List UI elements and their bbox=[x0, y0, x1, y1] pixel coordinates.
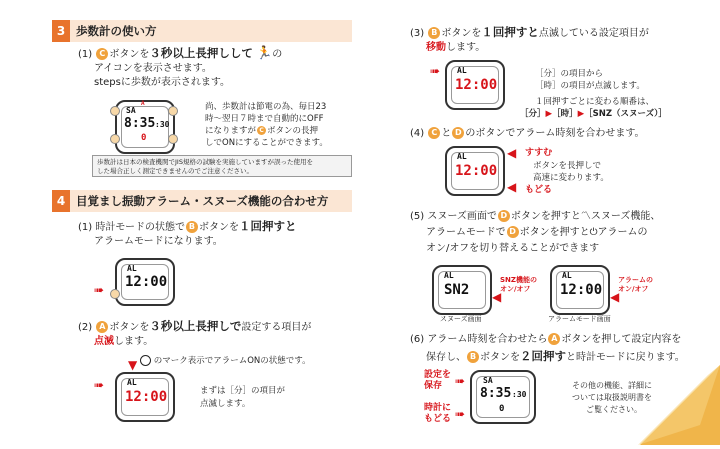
step-text: アラーム時刻を合わせたら bbox=[427, 334, 548, 345]
snooze-icon: 〽 bbox=[580, 211, 591, 222]
return-label bbox=[424, 403, 451, 425]
order-item: ［時］ bbox=[552, 109, 578, 119]
step-3r bbox=[410, 25, 649, 41]
back-label: もどる bbox=[525, 185, 553, 195]
watch-display-hour bbox=[445, 60, 505, 110]
arrow-right-icon: ➠ bbox=[94, 378, 105, 392]
button-a-icon: A bbox=[96, 321, 108, 333]
step-5r-line3: オン/オフを切り替えることができます bbox=[426, 243, 600, 254]
lcd-top: AL bbox=[457, 66, 467, 75]
step-emphasis: ２回押す bbox=[520, 349, 566, 363]
alarm-on-icon bbox=[140, 355, 151, 366]
alarm-on-note bbox=[140, 355, 311, 367]
watch-button bbox=[168, 134, 178, 144]
step-text: します。 bbox=[114, 336, 154, 347]
step-text: のボタンでアラーム時刻を合わせます。 bbox=[465, 128, 645, 139]
step-number: (5) bbox=[410, 211, 425, 222]
watch-display-snooze bbox=[432, 265, 492, 315]
arrow-down-icon: ▼ bbox=[128, 358, 138, 372]
order-item: ［分］ bbox=[520, 109, 546, 119]
step-number: (2) bbox=[78, 322, 93, 333]
move-note-1: ［分］の項目から bbox=[535, 69, 604, 79]
alarm-note-2: 点滅します。 bbox=[200, 399, 251, 409]
step-text: と時計モードに戻ります。 bbox=[566, 352, 685, 363]
lcd-indicator: A bbox=[141, 100, 145, 107]
watch-button bbox=[110, 134, 120, 144]
step-number: (1) bbox=[78, 49, 93, 60]
step-text: ボタンを bbox=[480, 352, 520, 363]
lcd-time: 12:00 bbox=[125, 274, 168, 290]
watch-button bbox=[110, 106, 120, 116]
caution-box bbox=[92, 155, 352, 177]
watch-display-alarm bbox=[115, 258, 175, 306]
step-5r bbox=[410, 210, 660, 224]
hold-note-1: ボタンを長押しで bbox=[533, 161, 602, 171]
step-text: ボタンを押すと bbox=[510, 211, 581, 222]
forward-label: すすむ bbox=[525, 148, 553, 158]
step-emphasis: １回押すと bbox=[481, 25, 539, 39]
label-line: 時計に bbox=[424, 403, 452, 413]
button-d-icon: D bbox=[452, 127, 464, 139]
arrow-right-icon: ➠ bbox=[455, 407, 466, 421]
arrow-right-icon: ➠ bbox=[94, 283, 105, 297]
emphasis-red: 点滅 bbox=[94, 336, 114, 347]
arrow-left-icon: ◀ bbox=[507, 180, 517, 194]
steps-note-2: 時〜翌日７時まで自動的にOFF bbox=[205, 114, 324, 124]
button-c-icon: C bbox=[428, 127, 440, 139]
lcd-time: 12:00 bbox=[455, 163, 498, 179]
step-text: スヌーズ画面で bbox=[427, 211, 497, 222]
watch-display-alarm-mode bbox=[550, 265, 610, 315]
watch-display-alarm-set bbox=[115, 372, 175, 422]
watch-button bbox=[110, 289, 120, 299]
label-line: オン/オフ bbox=[618, 285, 649, 293]
label-line: 設定を bbox=[424, 370, 452, 380]
button-d-icon: D bbox=[507, 226, 519, 238]
section-4-number: 4 bbox=[52, 190, 70, 212]
label-line: SNZ機能の bbox=[500, 276, 537, 284]
step-text: します。 bbox=[446, 42, 486, 53]
step-6r-line2 bbox=[426, 349, 685, 365]
steps-note-4: しでONにすることができます。 bbox=[205, 138, 328, 148]
move-note-2: ［時］の項目が点滅します。 bbox=[535, 81, 645, 91]
section-4-title: 目覚まし振動アラーム・スヌーズ機能の合わせ方 bbox=[76, 194, 329, 208]
step-6r bbox=[410, 333, 681, 347]
step-4r bbox=[410, 127, 645, 141]
section-3-header bbox=[52, 20, 352, 42]
step-text: 設定する項目が bbox=[241, 322, 312, 333]
steps-note-3 bbox=[205, 125, 318, 137]
step-text: ボタンを bbox=[109, 322, 150, 333]
step-5r-line2 bbox=[426, 226, 648, 240]
watch-display-steps bbox=[115, 100, 175, 154]
watch-display-adjust bbox=[445, 146, 505, 196]
step-number: (3) bbox=[410, 28, 425, 39]
button-d-icon: D bbox=[498, 210, 510, 222]
lcd-top: AL bbox=[444, 271, 454, 280]
steps-note-1: 尚、歩数計は節電の為、毎日23 bbox=[205, 102, 327, 112]
lcd-text: SN2 bbox=[444, 282, 470, 298]
section-3-number: 3 bbox=[52, 20, 70, 42]
step-emphasis: １回押すと bbox=[238, 219, 297, 233]
watch-button bbox=[168, 106, 178, 116]
order-item: ［SNZ（スヌーズ）］ bbox=[584, 109, 667, 119]
label-line: もどる bbox=[424, 414, 452, 424]
lcd-steps: 0 bbox=[141, 133, 147, 143]
alarm-toggle-label bbox=[618, 276, 653, 294]
note-text: になりますが bbox=[205, 126, 257, 136]
step-3r-line2 bbox=[426, 41, 485, 55]
lcd-top: SA bbox=[126, 106, 136, 115]
step-text: 時計モードの状態で bbox=[95, 222, 185, 233]
arrow-right-icon: ➠ bbox=[430, 64, 441, 78]
step-3-1 bbox=[78, 46, 282, 62]
step-4-2 bbox=[78, 319, 311, 335]
arrow-right-icon: ➠ bbox=[455, 374, 466, 388]
hold-note-2: 高速に変わります。 bbox=[533, 173, 609, 183]
more-info-2: ついては取扱説明書を bbox=[572, 393, 652, 402]
step-text: ボタンを bbox=[441, 28, 482, 39]
step-text: ボタンを押して設定内容を bbox=[561, 334, 682, 345]
step-4-2-line2 bbox=[94, 335, 153, 349]
step-3-1-line2: アイコンを表示させます。 bbox=[94, 63, 212, 74]
button-c-icon: C bbox=[257, 126, 266, 135]
label-line: アラームの bbox=[618, 276, 653, 284]
button-b-icon: B bbox=[428, 27, 440, 39]
button-c-icon: C bbox=[96, 48, 108, 60]
step-text: と bbox=[441, 128, 452, 139]
triangle-right-icon: ▶ bbox=[545, 109, 553, 119]
step-text: 点滅している設定項目が bbox=[538, 28, 649, 39]
lcd-seconds: :30 bbox=[512, 390, 527, 399]
section-3-title: 歩数計の使い方 bbox=[76, 24, 157, 38]
lcd-time: 8:35 bbox=[124, 116, 156, 131]
step-4-1 bbox=[78, 219, 296, 235]
step-text: ボタンを bbox=[109, 49, 150, 60]
lcd-time: 12:00 bbox=[560, 282, 603, 298]
label-line: 保存 bbox=[424, 381, 443, 391]
step-text: 保存し、 bbox=[426, 352, 466, 363]
section-4-header bbox=[52, 190, 352, 212]
arrow-left-icon: ◀ bbox=[610, 290, 620, 304]
step-number: (6) bbox=[410, 334, 425, 345]
step-emphasis: ３秒以上長押しで bbox=[149, 319, 242, 333]
step-number: (4) bbox=[410, 128, 425, 139]
caution-line-2: した場合正しく測定できませんのでご注意ください。 bbox=[97, 167, 253, 175]
note-text: ボタンの長押 bbox=[267, 126, 319, 136]
caution-line-1: 歩数計は日本の検査機関でJIS規格の試験を実施していますが誤った使用を bbox=[97, 158, 313, 166]
lcd-seconds: :30 bbox=[155, 120, 170, 129]
button-a-icon: A bbox=[548, 333, 560, 345]
lcd-top: AL bbox=[457, 152, 467, 161]
lcd-top: AL bbox=[127, 378, 137, 387]
lcd-top: AL bbox=[127, 264, 137, 273]
running-person-icon: 🏃 bbox=[256, 46, 273, 61]
alarm-icon: ⏻ bbox=[589, 227, 598, 238]
snooze-caption: スヌーズ画面 bbox=[440, 315, 482, 323]
emphasis-red: 移動 bbox=[426, 42, 446, 53]
button-b-icon: B bbox=[186, 221, 198, 233]
alarm-mode-caption: アラームモード画面 bbox=[548, 315, 611, 323]
label-line: オン/オフ bbox=[500, 285, 531, 293]
step-text: の bbox=[272, 49, 283, 60]
step-text: アラームモードで bbox=[426, 227, 506, 238]
lcd-top: AL bbox=[562, 271, 572, 280]
more-info-1: その他の機能、詳細に bbox=[572, 381, 652, 390]
watch-display-time bbox=[470, 370, 536, 424]
step-text: ボタンを押すと bbox=[519, 227, 590, 238]
more-info-3: ご覧ください。 bbox=[586, 405, 642, 414]
save-label bbox=[424, 370, 451, 392]
step-3-1-line3: stepsに歩数が表示されます。 bbox=[94, 77, 231, 88]
snooze-toggle-label bbox=[500, 276, 537, 294]
triangle-right-icon: ▶ bbox=[577, 109, 585, 119]
step-number: (1) bbox=[78, 222, 93, 233]
note-text: のマーク表示でアラームONの状態です。 bbox=[153, 356, 311, 366]
lcd-time: 8:35 bbox=[480, 386, 512, 401]
step-text: スヌーズ機能、 bbox=[590, 211, 661, 222]
step-text: ボタンを bbox=[198, 222, 239, 233]
button-b-icon: B bbox=[467, 351, 479, 363]
arrow-left-icon: ◀ bbox=[507, 146, 517, 160]
lcd-time: 12:00 bbox=[125, 389, 168, 405]
step-emphasis: ３秒以上長押しして bbox=[149, 46, 253, 60]
lcd-top: SA bbox=[483, 376, 493, 385]
arrow-left-icon: ◀ bbox=[492, 290, 502, 304]
step-4-1-line2: アラームモードになります。 bbox=[94, 236, 223, 247]
lcd-steps: 0 bbox=[499, 404, 505, 414]
move-note-3: １回押すごとに変わる順番は、 bbox=[535, 97, 655, 107]
step-text: アラームの bbox=[597, 227, 648, 238]
lcd-time: 12:00 bbox=[455, 77, 498, 93]
move-order bbox=[520, 108, 667, 120]
alarm-note-1: まずは［分］の項目が bbox=[200, 386, 286, 396]
